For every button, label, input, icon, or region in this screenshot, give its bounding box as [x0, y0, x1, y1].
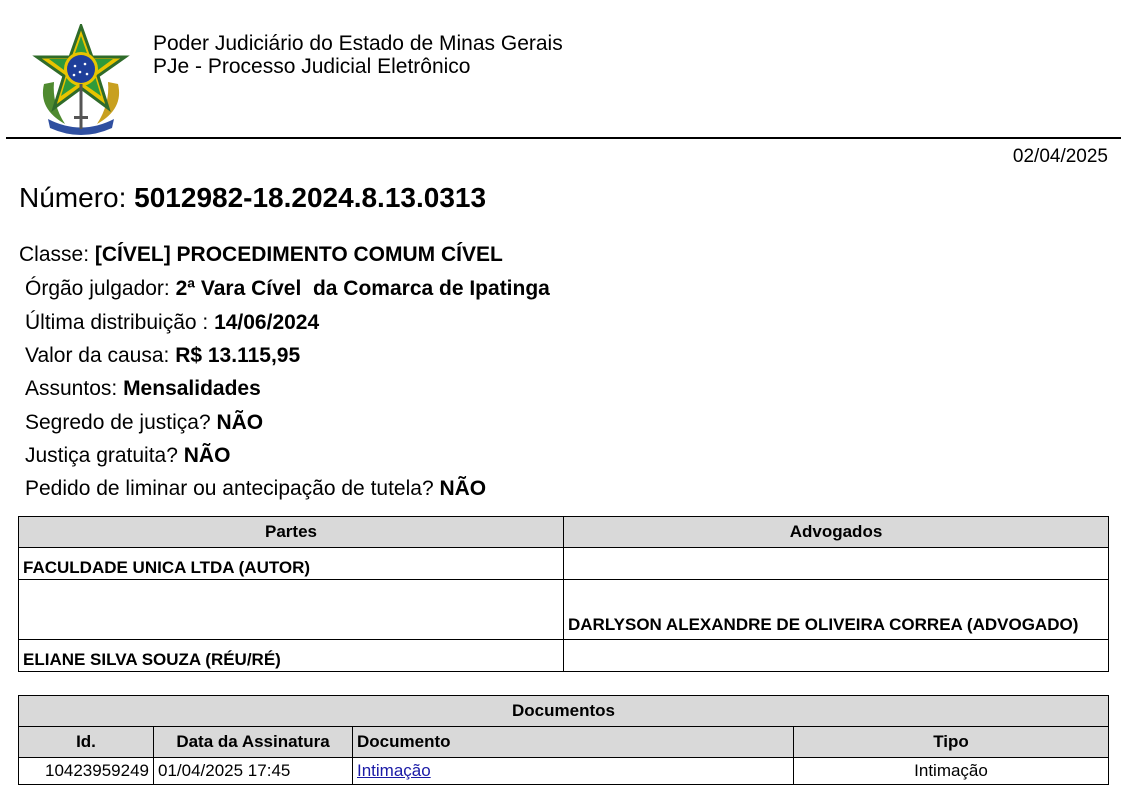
parte-cell — [19, 580, 564, 640]
orgao-value: 2ª Vara Cível da Comarca de Ipatinga — [175, 277, 550, 300]
process-number — [19, 182, 486, 214]
header-title-block — [153, 32, 563, 78]
table-row — [19, 758, 1109, 785]
valor-label: Valor da causa: — [25, 344, 176, 367]
classe-line — [19, 243, 503, 267]
tipo-header: Tipo — [794, 727, 1109, 758]
liminar-line — [25, 477, 486, 501]
document-date: 02/04/2025 — [1012, 146, 1108, 167]
documento-header: Documento — [353, 727, 794, 758]
documento-link[interactable]: Intimação — [357, 761, 431, 780]
table-row — [19, 640, 1109, 672]
assuntos-value: Mensalidades — [123, 377, 261, 400]
gratuita-label: Justiça gratuita? — [25, 444, 184, 467]
distribuicao-label: Última distribuição : — [25, 311, 215, 334]
doc-date-cell: 01/04/2025 17:45 — [154, 758, 353, 785]
doc-id-cell: 10423959249 — [19, 758, 154, 785]
segredo-value: NÃO — [216, 411, 264, 434]
valor-value: R$ 13.115,95 — [175, 344, 301, 367]
classe-value: [CÍVEL] PROCEDIMENTO COMUM CÍVEL — [94, 243, 503, 266]
gratuita-line — [25, 444, 230, 468]
assuntos-label: Assuntos: — [25, 377, 124, 400]
table-row — [19, 548, 1109, 580]
documentos-header-row — [19, 727, 1109, 758]
table-row — [19, 580, 1109, 640]
parte-cell: FACULDADE UNICA LTDA (AUTOR) — [19, 548, 564, 580]
data-assinatura-header: Data da Assinatura — [154, 727, 353, 758]
liminar-label: Pedido de liminar ou antecipação de tutela? — [25, 477, 440, 500]
segredo-line — [25, 411, 263, 435]
id-header: Id. — [19, 727, 154, 758]
orgao-label: Órgão julgador: — [25, 277, 176, 300]
advogado-cell — [564, 640, 1109, 672]
parte-cell: ELIANE SILVA SOUZA (RÉU/RÉ) — [19, 640, 564, 672]
advogado-cell: DARLYSON ALEXANDRE DE OLIVEIRA CORREA (ADVOGADO) — [564, 580, 1109, 640]
doc-tipo-cell: Intimação — [794, 758, 1109, 785]
court-name: Poder Judiciário do Estado de Minas Gerais — [153, 32, 563, 55]
process-number-value: 5012982-18.2024.8.13.0313 — [134, 182, 487, 213]
header-divider — [6, 137, 1121, 139]
gratuita-value: NÃO — [183, 444, 231, 467]
distribuicao-value: 14/06/2024 — [214, 311, 320, 334]
partes-header-row — [19, 517, 1109, 548]
process-number-label: Número: — [19, 182, 135, 213]
partes-header: Partes — [19, 517, 564, 548]
advogado-cell — [564, 548, 1109, 580]
documentos-title: Documentos — [19, 696, 1109, 727]
classe-label: Classe: — [19, 243, 95, 266]
doc-name-cell — [353, 758, 794, 785]
orgao-line — [25, 277, 550, 301]
segredo-label: Segredo de justiça? — [25, 411, 217, 434]
partes-table — [18, 516, 1109, 672]
valor-line — [25, 344, 300, 368]
documentos-title-row — [19, 696, 1109, 727]
brazil-coat-of-arms-icon — [30, 24, 132, 136]
distribuicao-line — [25, 311, 319, 335]
liminar-value: NÃO — [439, 477, 487, 500]
documentos-table — [18, 695, 1109, 785]
advogados-header: Advogados — [564, 517, 1109, 548]
assuntos-line — [25, 377, 261, 401]
system-name: PJe - Processo Judicial Eletrônico — [153, 55, 471, 78]
